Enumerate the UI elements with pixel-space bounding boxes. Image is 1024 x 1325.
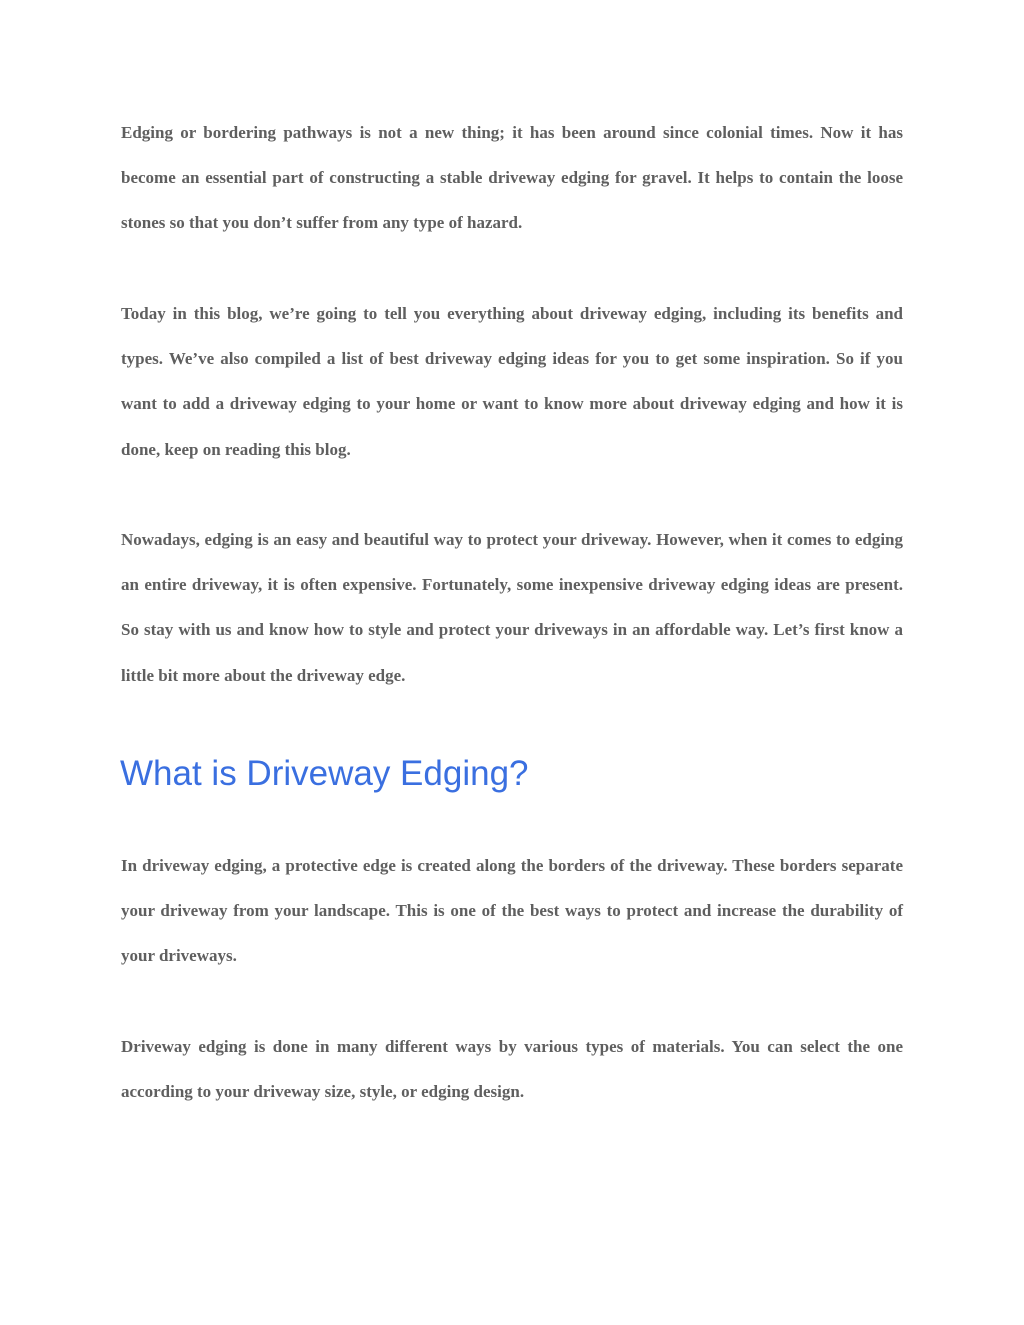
intro-paragraph-2: Today in this blog, we’re going to tell you everything about driveway edging, including its benefits and types. We’ve also compiled a list of best driveway edging ideas for you to get some inspiration. So if you want to add a driveway edging to your home or want to know more about driveway edging and how it is done, keep on reading this blog. [121,304,903,459]
intro-paragraph-1: Edging or bordering pathways is not a new thing; it has been around since colonial times. Now it has become an essential part of constructing a stable driveway edging for gravel. It helps to contain the loose stones so that you don’t suffer from any type of hazard. [121,123,903,233]
section-paragraph-2: Driveway edging is done in many different ways by various types of materials. You can select the one according to your driveway size, style, or edging design. [121,1037,903,1102]
section-heading: What is Driveway Edging? [120,754,529,793]
section-paragraph-1: In driveway edging, a protective edge is created along the borders of the driveway. These borders separate your driveway from your landscape. This is one of the best ways to protect and increase the durability of your driveways. [121,856,903,966]
intro-paragraph-3: Nowadays, edging is an easy and beautiful way to protect your driveway. However, when it comes to edging an entire driveway, it is often expensive. Fortunately, some inexpensive driveway edging ideas are present. So stay with us and know how to style and protect your driveways in an affordable way. Let’s first know a little bit more about the driveway edge. [121,530,903,685]
